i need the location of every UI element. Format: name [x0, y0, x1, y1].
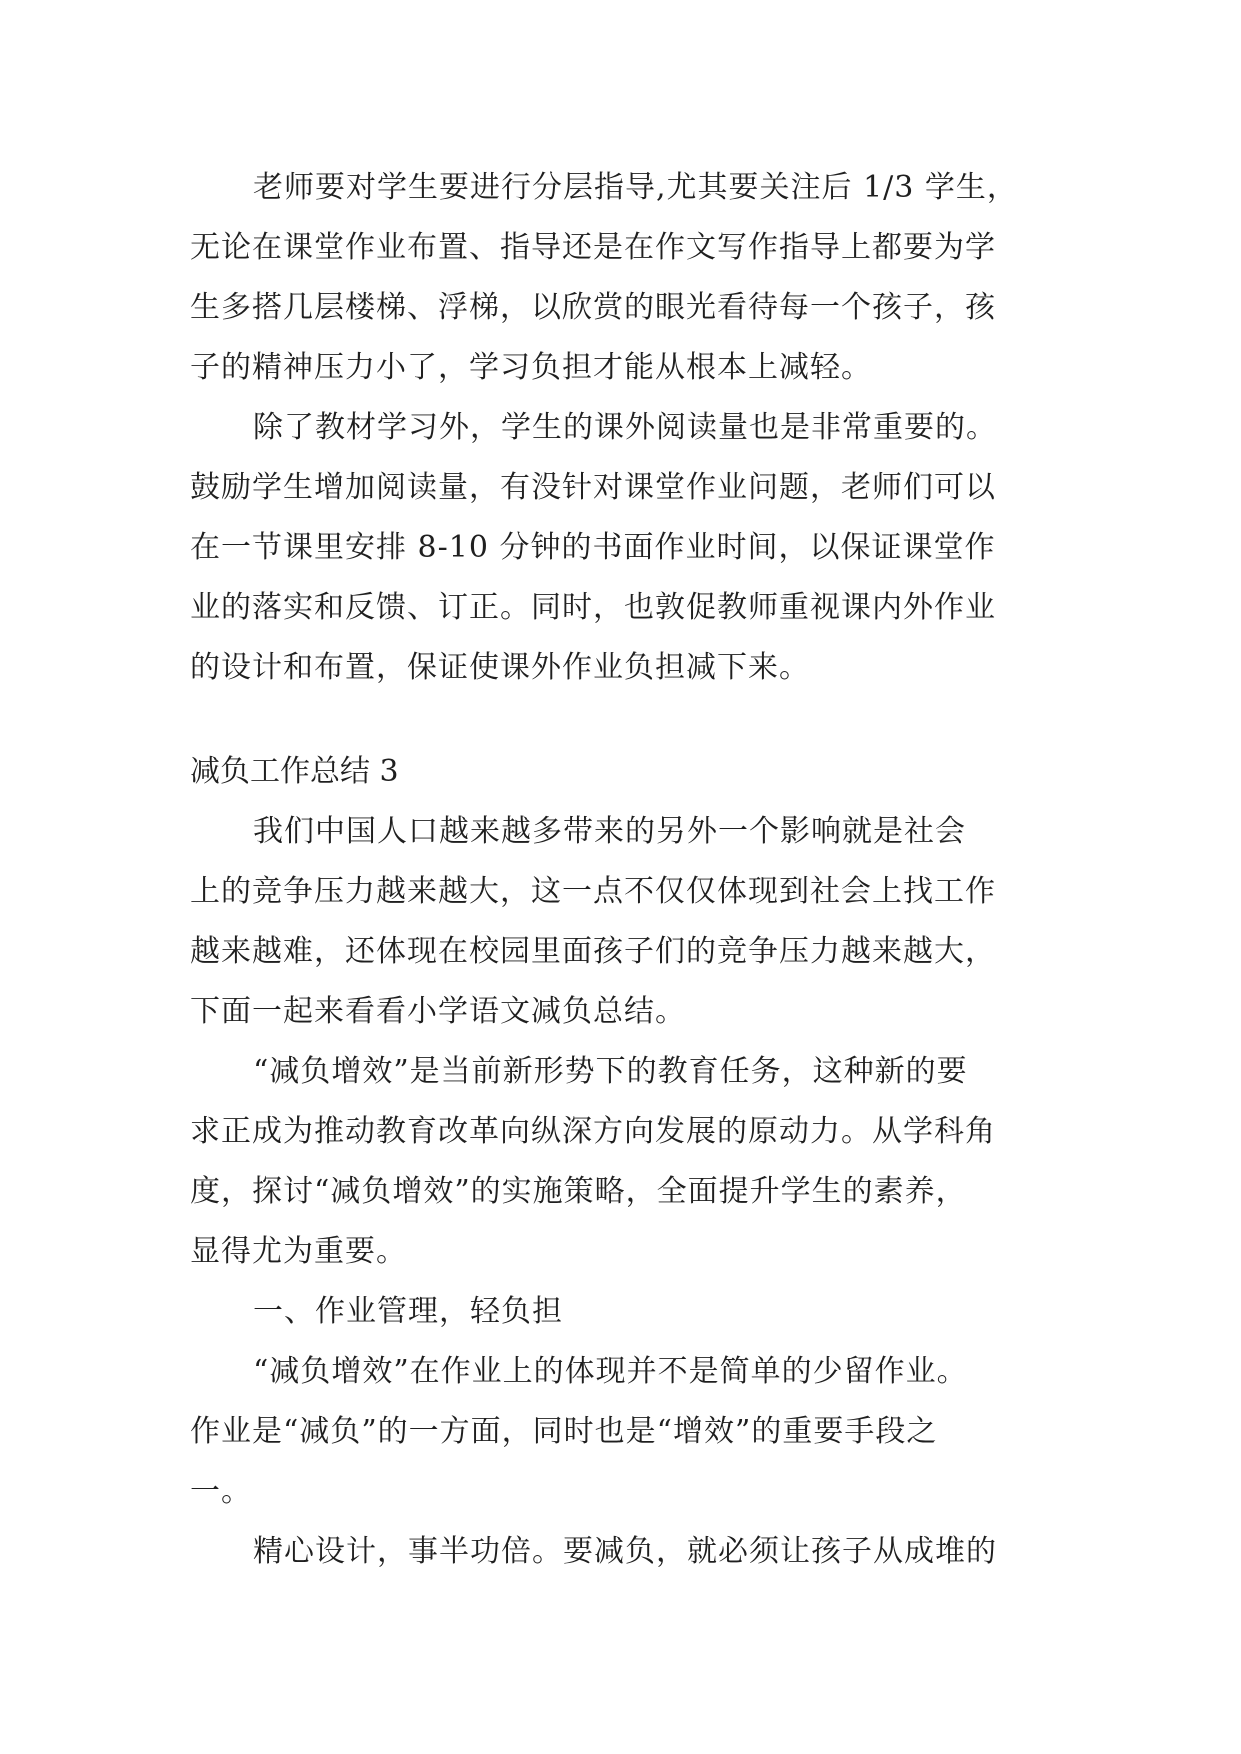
paragraph-2-line-3: 在一节课里安排 8-10 分钟的书面作业时间，以保证课堂作 — [190, 530, 996, 565]
paragraph-6-line-1: 精心设计，事半功倍。要减负，就必须让孩子从成堆的 — [253, 1534, 997, 1569]
paragraph-2-line-1: 除了教材学习外，学生的课外阅读量也是非常重要的。 — [253, 410, 997, 445]
paragraph-2-line-2: 鼓励学生增加阅读量，有没针对课堂作业问题，老师们可以 — [190, 470, 996, 505]
paragraph-5-line-3: 一。 — [190, 1474, 252, 1509]
paragraph-3-line-3: 越来越难，还体现在校园里面孩子们的竞争压力越来越大， — [190, 934, 996, 969]
paragraph-5-line-1: “减负增效”在作业上的体现并不是简单的少留作业。 — [253, 1354, 968, 1389]
paragraph-1-line-2: 无论在课堂作业布置、指导还是在作文写作指导上都要为学 — [190, 230, 996, 265]
section-title: 减负工作总结 3 — [190, 754, 399, 789]
subheading-1: 一、作业管理，轻负担 — [253, 1294, 563, 1329]
paragraph-2-line-5: 的设计和布置，保证使课外作业负担减下来。 — [190, 650, 810, 685]
paragraph-1-line-1: 老师要对学生要进行分层指导,尤其要关注后 1/3 学生， — [253, 170, 1018, 205]
paragraph-4-line-4: 显得尤为重要。 — [190, 1234, 407, 1269]
paragraph-3-line-4: 下面一起来看看小学语文减负总结。 — [190, 994, 686, 1029]
paragraph-4-line-1: “减负增效”是当前新形势下的教育任务，这种新的要 — [253, 1054, 968, 1089]
paragraph-1-line-4: 子的精神压力小了，学习负担才能从根本上减轻。 — [190, 350, 872, 385]
paragraph-2-line-4: 业的落实和反馈、订正。同时，也敦促教师重视课内外作业 — [190, 590, 996, 625]
paragraph-3-line-2: 上的竞争压力越来越大，这一点不仅仅体现到社会上找工作 — [190, 874, 996, 909]
paragraph-1-line-3: 生多搭几层楼梯、浮梯，以欣赏的眼光看待每一个孩子，孩 — [190, 290, 996, 325]
paragraph-3-line-1: 我们中国人口越来越多带来的另外一个影响就是社会 — [253, 814, 966, 849]
paragraph-4-line-2: 求正成为推动教育改革向纵深方向发展的原动力。从学科角 — [190, 1114, 996, 1149]
paragraph-5-line-2: 作业是“减负”的一方面，同时也是“增效”的重要手段之 — [190, 1414, 938, 1449]
paragraph-4-line-3: 度，探讨“减负增效”的实施策略，全面提升学生的素养， — [190, 1174, 967, 1209]
